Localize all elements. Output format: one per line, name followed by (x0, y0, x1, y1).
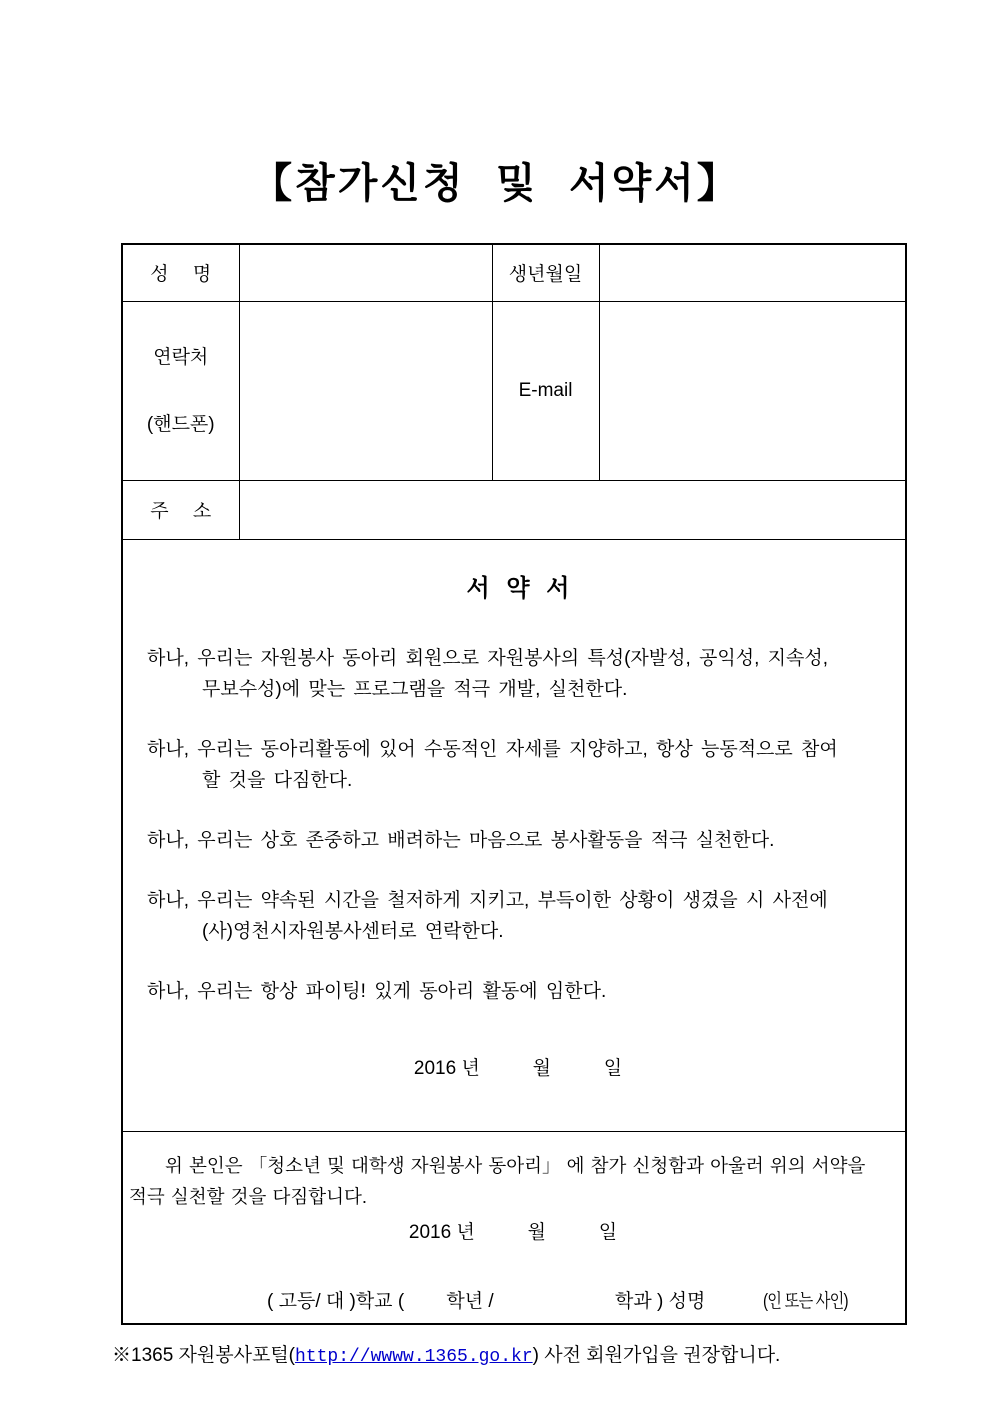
pledge-item-2-line1: 하나, 우리는 동아리활동에 있어 수동적인 자세를 지양하고, 항상 능동적으로 참여 (147, 738, 838, 760)
contact-label (122, 301, 239, 480)
application-statement (129, 1150, 897, 1212)
pledge-item-5 (147, 976, 889, 1007)
birthdate-label: 생년월일 (492, 244, 599, 301)
row-application-statement (122, 1131, 906, 1324)
signature-school-grade-dept-name: ( 고등/ 대 )학교 ( 학년 / 학과 ) 성명 (267, 1290, 764, 1312)
row-name-birth (122, 244, 906, 301)
pledge-item-4-line1: 하나, 우리는 약속된 시간을 철저하게 지키고, 부득이한 상황이 생겼을 시 사전에 (147, 889, 828, 911)
application-form-table (121, 243, 907, 1325)
pledge-date-line: 2016 년 월 일 (413, 1057, 623, 1079)
pledge-item-1-line1: 하나, 우리는 자원봉사 동아리 회원으로 자원봉사의 특성(자발성, 공익성, 지속성, (147, 647, 829, 669)
email-field[interactable] (599, 301, 906, 480)
statement-line1: 위 본인은 「청소년 및 대학생 자원봉사 동아리」 에 참가 신청함과 아울러 위의 서약을 (165, 1154, 866, 1176)
page-title: 【참가신청 및 서약서】 (251, 160, 741, 206)
contact-label-line2: (핸드폰) (146, 413, 215, 435)
row-address (122, 480, 906, 539)
application-section (122, 1131, 906, 1324)
address-field[interactable] (239, 480, 906, 539)
pledge-item-3-line1: 하나, 우리는 상호 존중하고 배려하는 마음으로 봉사활동을 적극 실천한다. (147, 829, 775, 851)
pledge-item-1-line2: 무보수성)에 맞는 프로그램을 적극 개발, 실천한다. (202, 678, 628, 700)
contact-field[interactable] (239, 301, 492, 480)
pledge-item-4 (147, 885, 889, 947)
pledge-item-2-line2: 할 것을 다짐한다. (202, 769, 353, 791)
email-label: E-mail (492, 301, 599, 480)
contact-label-line1: 연락처 (153, 346, 209, 368)
signature-seal-note: (인 또는 사인) (763, 1290, 849, 1312)
pledge-item-1 (147, 643, 889, 705)
row-contact-email (122, 301, 906, 480)
address-label: 주 소 (122, 480, 239, 539)
pledge-section (122, 539, 906, 1131)
portal-link[interactable]: http://wwww.1365.go.kr (295, 1347, 533, 1367)
name-label: 성 명 (122, 244, 239, 301)
birthdate-field[interactable] (599, 244, 906, 301)
application-date-line: 2016 년 월 일 (408, 1221, 618, 1243)
statement-line2: 적극 실천할 것을 다짐합니다. (129, 1185, 368, 1207)
footer-note (112, 1340, 992, 1367)
pledge-item-3 (147, 825, 889, 856)
pledge-item-5-line1: 하나, 우리는 항상 파이팅! 있게 동아리 활동에 임한다. (147, 980, 607, 1002)
footer-prefix: ※1365 자원봉사포털( (112, 1345, 295, 1366)
pledge-item-2 (147, 734, 889, 796)
footer-suffix: ) 사전 회원가입을 권장합니다. (532, 1345, 781, 1366)
name-field[interactable] (239, 244, 492, 301)
pledge-item-4-line2: (사)영천시자원봉사센터로 연락한다. (202, 920, 504, 942)
row-pledge (122, 539, 906, 1131)
pledge-heading: 서 약 서 (466, 574, 570, 602)
signature-line (129, 1286, 897, 1313)
